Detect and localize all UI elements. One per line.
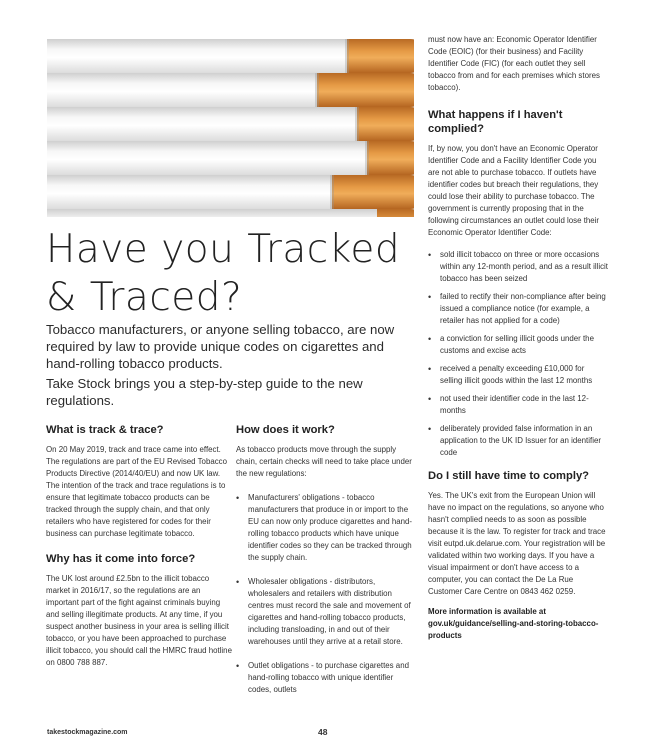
heading-why-in-force: Why has it come into force? — [46, 553, 196, 565]
heading-how-does-it-work: How does it work? — [236, 424, 335, 436]
lead-paragraph-2: Take Stock brings you a step-by-step guide to the new regulations. — [46, 376, 363, 408]
lead-paragraph-1: Tobacco manufacturers, or anyone selling tobacco, are now required by law to provide unique codes on cigarettes and hand-rolling tobacco products. — [46, 322, 395, 371]
paragraph-what-is: On 20 May 2019, track and trace came into effect. The regulations are part of the EU Revised Tobacco Products Directive (2014/40/EU) and now UK law. The intention of the track and trace regulations is to ensure that legitimate tobacco products can be tracked through the supply chain, and that only retailers who have registered for codes for their business can purchase legitimate tobacco. — [46, 445, 228, 538]
list-item: • received a penalty exceeding £10,000 for selling illicit goods within the last 12 months — [428, 363, 608, 387]
obligations-list — [236, 492, 416, 696]
column-3 — [428, 34, 608, 642]
heading-not-complied: What happens if I haven't complied? — [428, 109, 563, 135]
footer-website: takestockmagazine.com — [47, 729, 128, 736]
title-line-2: & Traced? — [46, 275, 243, 320]
list-item: • a conviction for selling illicit goods under the customs and excise acts — [428, 333, 608, 357]
cigarettes-photo — [47, 39, 414, 217]
paragraph-why: The UK lost around £2.5bn to the illicit tobacco market in 2016/17, so the regulations are an important part of the fight against criminals buying and selling illegitimate products. At any time, if you suspect another business in your area is selling illicit tobacco, or you have been approached to purchase illicit tobacco, you should call the HMRC fraud hotline on 0800 788 887. — [46, 574, 232, 667]
list-item: • Manufacturers' obligations - tobacco manufacturers that produce in or import to the EU can now only produce cigarettes and hand-rolling tobacco products which have unique identifier codes so they can be tracked through the supply chain. — [236, 492, 416, 564]
column-1 — [46, 423, 232, 669]
list-item: • failed to rectify their non-compliance after being issued a compliance notice (for example, a retailer has not applied for a code) — [428, 291, 608, 327]
paragraph-continued: must now have an: Economic Operator Identifier Code (EOIC) (for their business) and Facility Identifier Code (FIC) (for each outlet they sell tobacco from and for each premises which stores tobacco). — [428, 35, 600, 92]
list-item: • not used their identifier code in the last 12-months — [428, 393, 608, 417]
page-number: 48 — [318, 727, 328, 737]
column-2 — [236, 423, 416, 696]
paragraph-how: As tobacco products move through the supply chain, certain checks will need to take place under the new regulations: — [236, 445, 412, 478]
more-information: More information is available at gov.uk/guidance/selling-and-storing-tobacco-products — [428, 607, 599, 640]
list-item: • Wholesaler obligations - distributors, wholesalers and retailers with distribution centres must record the sale and movement of cigarettes and hand-rolling tobacco products, including transloading, in and out of their warehouses until they arrive at a retail store. — [236, 576, 416, 648]
list-item: • sold illicit tobacco on three or more occasions within any 12-month period, and as a result illicit tobacco has been seized — [428, 249, 608, 285]
circumstances-list — [428, 249, 608, 459]
article-title — [46, 226, 426, 322]
title-line-1: Have you Tracked — [46, 227, 401, 272]
heading-what-is-track-trace: What is track & trace? — [46, 424, 164, 436]
heading-time-to-comply: Do I still have time to comply? — [428, 470, 590, 482]
paragraph-time-to-comply: Yes. The UK's exit from the European Union will have no impact on the regulations, so anyone who hasn't complied needs to as soon as possible because it is the law. To register for track and trace visit eutpd.uk.delarue.com. Your registration will be validated within two working days. If you have a visual impairment or don't have access to a computer, you can contact the De La Rue Customer Care Centre on 0843 462 0259. — [428, 491, 606, 596]
paragraph-not-complied: If, by now, you don't have an Economic Operator Identifier Code and a Facility Identifier Code you are not able to purchase tobacco. If outlets have identifier codes but breach their regulations, they could lose their ability to purchase tobacco. The government is currently proposing that in the following circumstances an outlet could lose their Economic Operator Identifier Code: — [428, 144, 600, 237]
list-item: • Outlet obligations - to purchase cigarettes and hand-rolling tobacco with unique identifier codes, outlets — [236, 660, 416, 696]
list-item: • deliberately provided false information in an application to the UK ID Issuer for an identifier code — [428, 423, 608, 459]
